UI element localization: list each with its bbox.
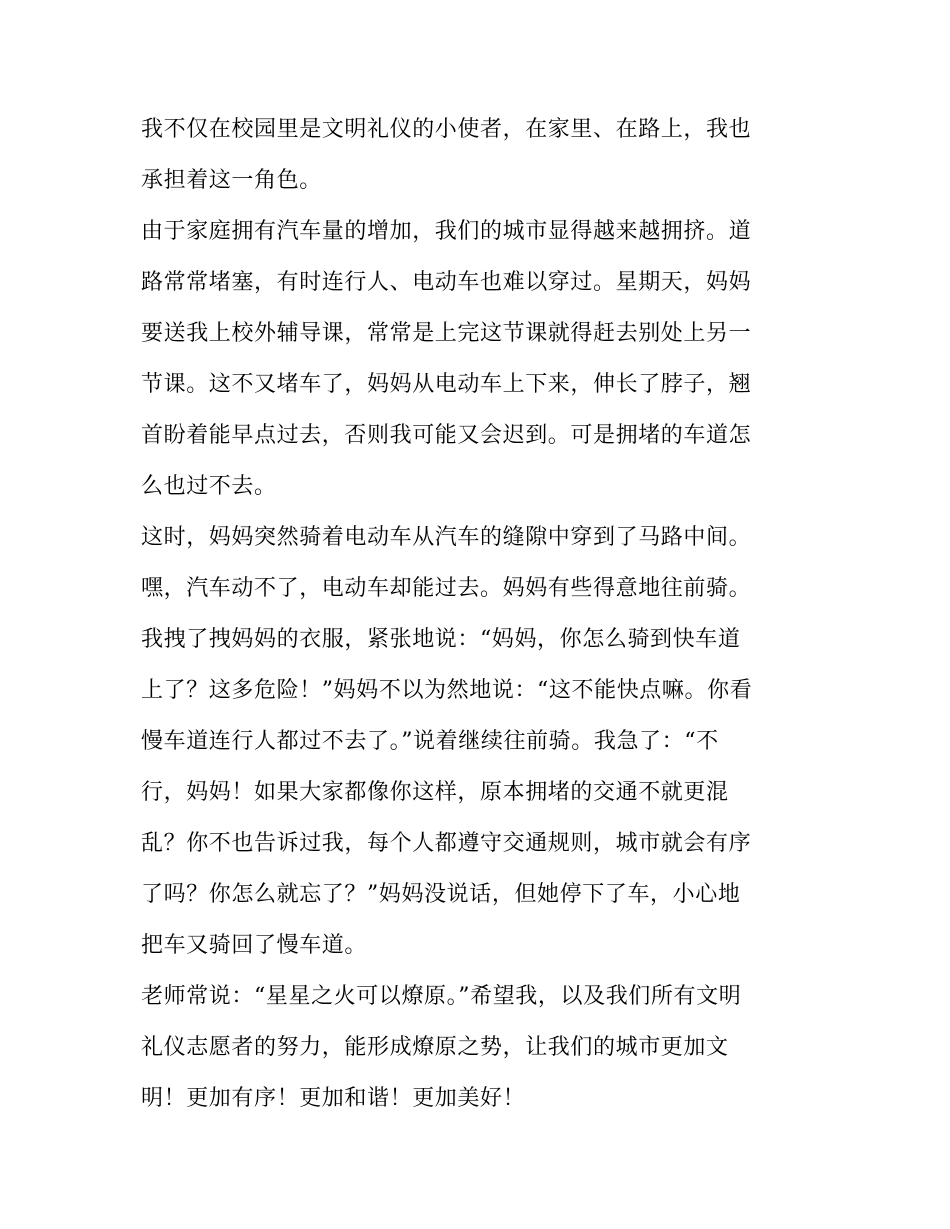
text-line: 礼仪志愿者的努力，能形成燎原之势，让我们的城市更加文 — [141, 1035, 729, 1060]
text-line: 老师常说：“星星之火可以燎原。”希望我，以及我们所有文明 — [141, 984, 742, 1009]
text-line: 行，妈妈！如果大家都像你这样，原本拥堵的交通不就更混 — [141, 780, 729, 805]
text-line: 我拽了拽妈妈的衣服，紧张地说：“妈妈，你怎么骑到快车道 — [141, 627, 741, 652]
text-line: 么也过不去。 — [141, 474, 277, 499]
text-line: 乱？你不也告诉过我，每个人都遵守交通规则，城市就会有序 — [141, 831, 752, 856]
text-line: 首盼着能早点过去，否则我可能又会迟到。可是拥堵的车道怎 — [141, 423, 752, 448]
text-line: 由于家庭拥有汽车量的增加，我们的城市显得越来越拥挤。道 — [141, 219, 752, 244]
text-line: 慢车道连行人都过不去了。”说着继续往前骑。我急了：“不 — [141, 729, 719, 754]
document-body — [141, 104, 821, 1124]
text-line: 明！更加有序！更加和谐！更加美好！ — [141, 1086, 526, 1111]
text-line: 嘿，汽车动不了，电动车却能过去。妈妈有些得意地往前骑。 — [141, 576, 752, 601]
text-line: 这时，妈妈突然骑着电动车从汽车的缝隙中穿到了马路中间。 — [141, 525, 752, 550]
text-line: 承担着这一角色。 — [141, 168, 322, 193]
text-line: 上了？这多危险！”妈妈不以为然地说：“这不能快点嘛。你看 — [141, 678, 753, 703]
text-line: 了吗？你怎么就忘了？”妈妈没说话，但她停下了车，小心地 — [141, 882, 741, 907]
text-line: 我不仅在校园里是文明礼仪的小使者，在家里、在路上，我也 — [141, 117, 752, 142]
text-line: 节课。这不又堵车了，妈妈从电动车上下来，伸长了脖子，翘 — [141, 372, 752, 397]
text-line: 把车又骑回了慢车道。 — [141, 933, 368, 958]
text-line: 路常常堵塞，有时连行人、电动车也难以穿过。星期天，妈妈 — [141, 270, 752, 295]
text-line: 要送我上校外辅导课，常常是上完这节课就得赶去别处上另一 — [141, 321, 752, 346]
